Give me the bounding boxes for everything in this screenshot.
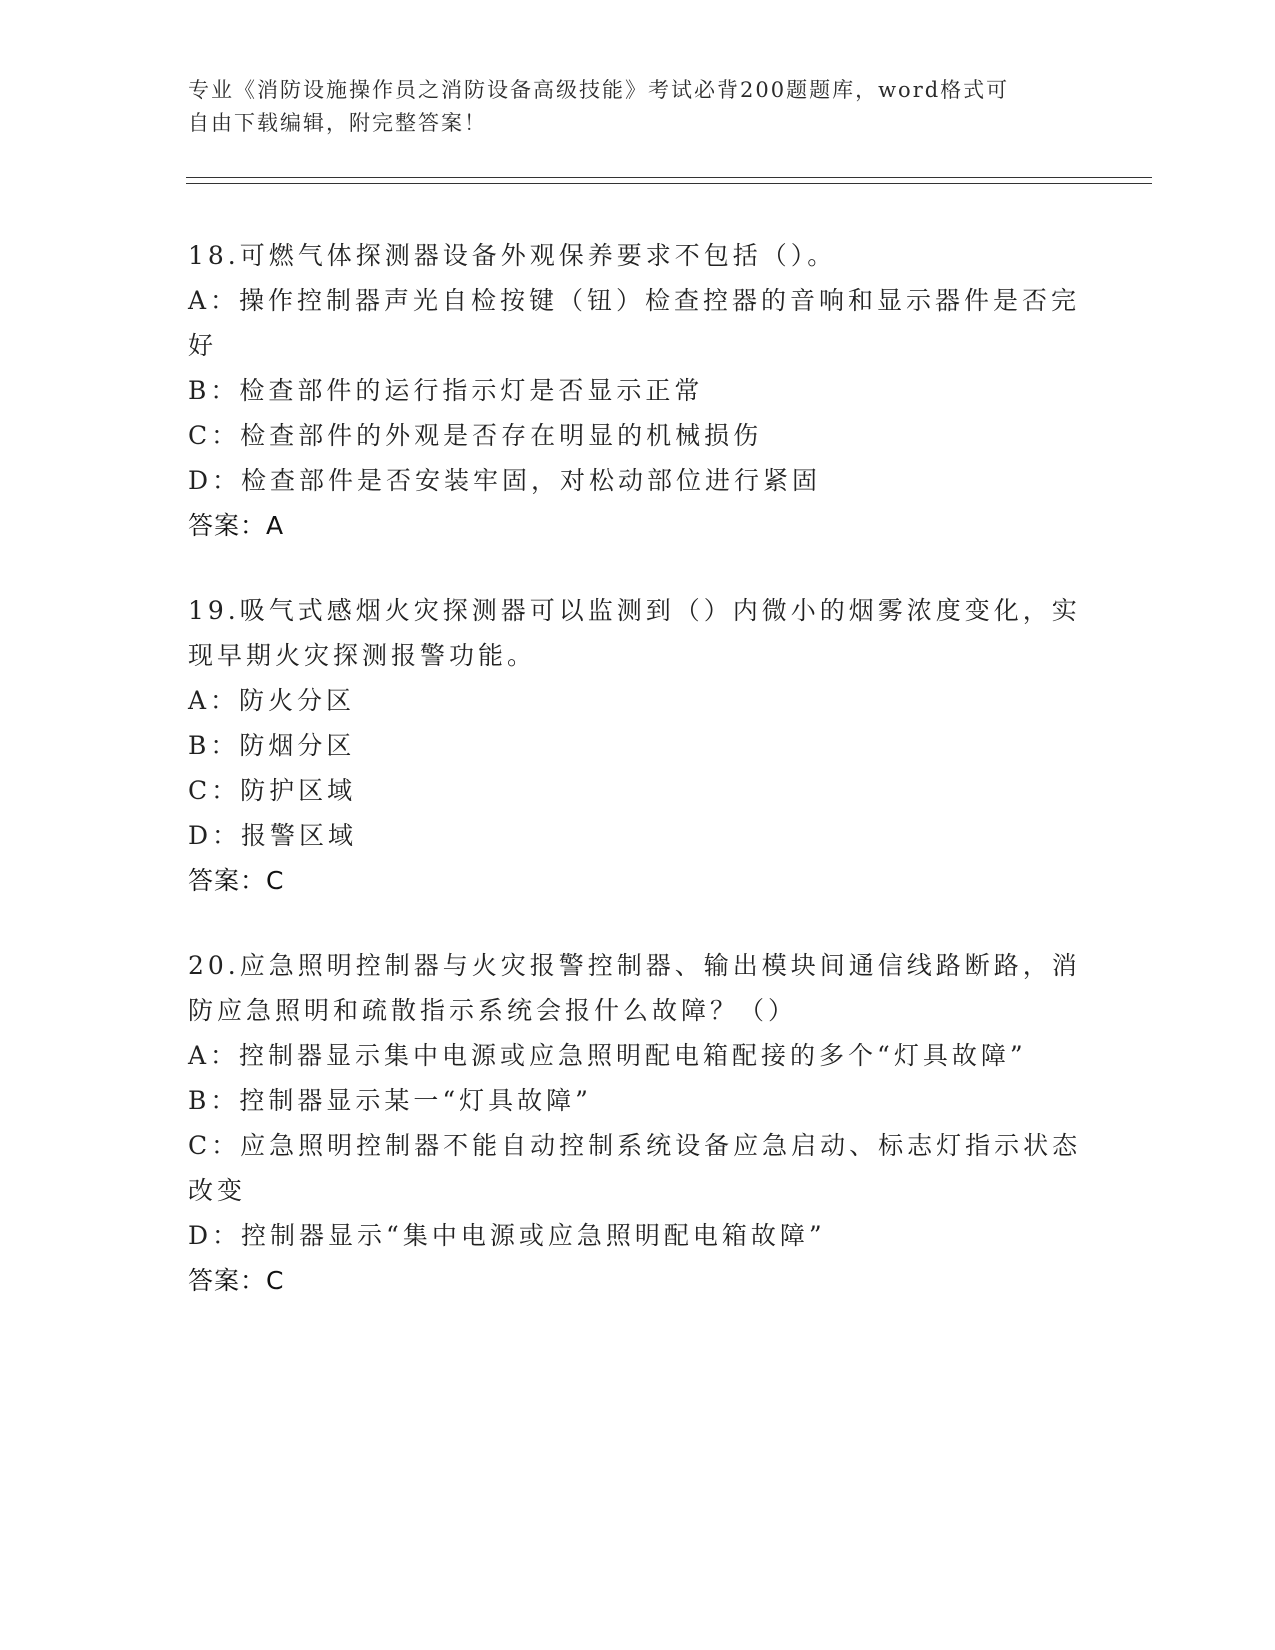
header-divider <box>186 177 1152 184</box>
question-text: 20.应急照明控制器与火灾报警控制器、输出模块间通信线路断路，消 <box>188 951 1081 980</box>
question-text: 19.吸气式感烟火灾探测器可以监测到（）内微小的烟雾浓度变化，实 <box>188 596 1081 625</box>
option-c-continued: 改变 <box>188 1176 247 1205</box>
question-18 <box>188 233 1088 548</box>
option-a: A：防火分区 <box>188 686 356 715</box>
option-c: C：检查部件的外观是否存在明显的机械损伤 <box>188 421 763 450</box>
option-b: B：控制器显示某一“灯具故障” <box>188 1086 592 1115</box>
option-b: B：检查部件的运行指示灯是否显示正常 <box>188 376 704 405</box>
option-a: A：控制器显示集中电源或应急照明配电箱配接的多个“灯具故障” <box>188 1041 1027 1070</box>
option-b: B：防烟分区 <box>188 731 356 760</box>
document-header <box>188 74 1068 140</box>
option-c: C：防护区域 <box>188 776 357 805</box>
answer: 答案：A <box>188 511 285 540</box>
question-text-continued: 现早期火灾探测报警功能。 <box>188 641 537 670</box>
header-line-1: 专业《消防设施操作员之消防设备高级技能》考试必背200题题库，word格式可 <box>188 78 1010 102</box>
question-19 <box>188 588 1088 903</box>
option-a: A：操作控制器声光自检按键（钮）检查控器的音响和显示器件是否完 <box>188 286 1081 315</box>
option-c: C：应急照明控制器不能自动控制系统设备应急启动、标志灯指示状态 <box>188 1131 1082 1160</box>
question-text: 18.可燃气体探测器设备外观保养要求不包括（）。 <box>188 241 837 270</box>
question-text-continued: 防应急照明和疏散指示系统会报什么故障？（） <box>188 996 798 1025</box>
question-list <box>188 233 1088 1343</box>
header-line-2: 自由下载编辑，附完整答案！ <box>188 111 487 135</box>
answer: 答案：C <box>188 866 285 895</box>
option-a-continued: 好 <box>188 331 218 360</box>
question-20 <box>188 943 1088 1303</box>
option-d: D：检查部件是否安装牢固，对松动部位进行紧固 <box>188 466 822 495</box>
option-d: D：报警区域 <box>188 821 358 850</box>
option-d: D：控制器显示“集中电源或应急照明配电箱故障” <box>188 1221 826 1250</box>
answer: 答案：C <box>188 1266 285 1295</box>
